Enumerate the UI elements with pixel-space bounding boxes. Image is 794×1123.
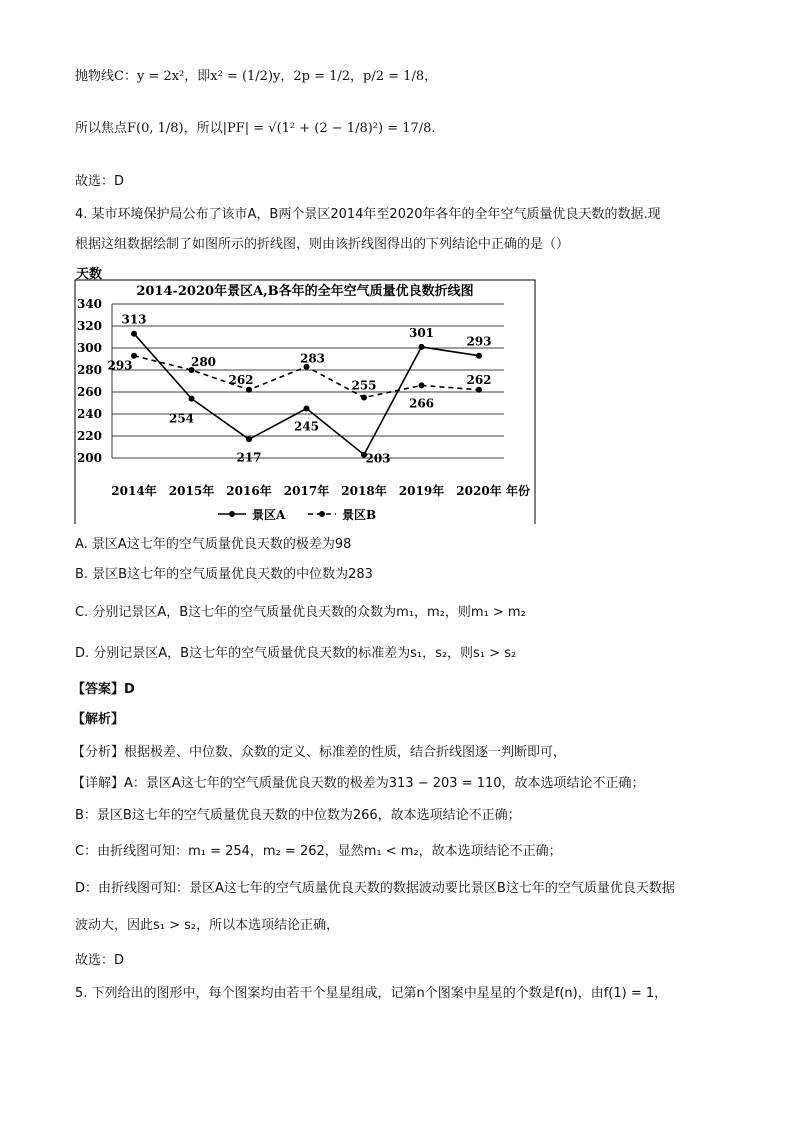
legend-marker bbox=[229, 511, 235, 517]
data-label: 313 bbox=[121, 312, 147, 327]
data-point bbox=[419, 382, 425, 388]
data-label: 283 bbox=[299, 351, 326, 366]
data-point bbox=[189, 396, 195, 402]
data-label: 266 bbox=[408, 396, 435, 411]
data-label: 262 bbox=[466, 372, 492, 387]
option-d: D. 分别记景区A，B这七年的空气质量优良天数的标准差为s₁，s₂，则s₁ > s₂ bbox=[75, 646, 517, 661]
x-tick-label: 2015年 bbox=[168, 484, 215, 498]
detail-d-line2: 波动大，因此s₁ > s₂，所以本选项结论正确， bbox=[75, 918, 340, 933]
question-4-stem-line2: 根据这组数据绘制了如图所示的折线图，则由该折线图得出的下列结论中正确的是（） bbox=[75, 237, 570, 252]
option-a: A. 景区A这七年的空气质量优良天数的极差为98 bbox=[75, 537, 352, 552]
legend-label: 景区B bbox=[342, 508, 377, 522]
x-axis-label: 年份 bbox=[505, 484, 531, 498]
y-tick-label: 340 bbox=[76, 297, 102, 311]
data-point bbox=[476, 387, 482, 393]
y-tick-label: 300 bbox=[76, 341, 102, 355]
detail-d-line1: D：由折线图可知：景区A这七年的空气质量优良天数的数据波动要比景区B这七年的空气质量优良天数据 bbox=[75, 881, 675, 896]
data-point bbox=[419, 344, 425, 350]
answer-label: 【答案】D bbox=[72, 682, 135, 697]
y-axis-label: 天数 bbox=[76, 267, 103, 282]
legend-label: 景区A bbox=[252, 508, 286, 522]
detail-a: 【详解】A：景区A这七年的空气质量优良天数的极差为313 − 203 = 110，故本选项结论不正确； bbox=[72, 776, 645, 791]
question-5-stem: 5. 下列给出的图形中，每个图案均由若干个星星组成，记第n个图案中星星的个数是f(n)，由f(1) = 1， bbox=[75, 986, 668, 1001]
data-label: 217 bbox=[236, 450, 262, 465]
y-tick-label: 260 bbox=[76, 385, 102, 399]
data-point bbox=[131, 331, 137, 337]
solution-line-parabola: 抛物线C：y = 2x²，即x² = (1/2)y，2p = 1/2，p/2 = 1/8， bbox=[75, 69, 438, 84]
x-tick-label: 2016年 bbox=[226, 484, 272, 498]
detail-b: B：景区B这七年的空气质量优良天数的中位数为266，故本选项结论不正确； bbox=[75, 808, 521, 823]
analysis-summary: 【分析】根据极差、中位数、众数的定义、标准差的性质，结合折线图逐一判断即可， bbox=[72, 745, 567, 760]
analysis-label: 【解析】 bbox=[72, 712, 125, 727]
data-label: 262 bbox=[228, 372, 254, 387]
detail-c: C：由折线图可知：m₁ = 254，m₂ = 262，显然m₁ < m₂，故本选项结论不正确； bbox=[75, 844, 562, 859]
data-label: 254 bbox=[168, 411, 195, 426]
data-label: 245 bbox=[293, 419, 320, 434]
data-point bbox=[246, 387, 252, 393]
y-tick-label: 200 bbox=[76, 451, 102, 465]
solution-line-focus: 所以焦点F(0, 1/8)，所以|PF| = √(1² + (2 − 1/8)²) = 17/8. bbox=[75, 121, 436, 136]
chart-title: 2014-2020年景区A,B各年的全年空气质量优良数折线图 bbox=[136, 284, 474, 299]
final-choice: 故选：D bbox=[75, 953, 125, 968]
x-tick-label: 2018年 bbox=[341, 484, 387, 498]
y-tick-label: 280 bbox=[76, 363, 102, 377]
data-point bbox=[361, 395, 367, 401]
data-label: 280 bbox=[190, 355, 217, 369]
y-tick-label: 320 bbox=[76, 319, 102, 333]
question-4-stem-line1: 4. 某市环境保护局公布了该市A，B两个景区2014年至2020年各年的全年空气质量优良天数的数据.现 bbox=[75, 207, 661, 222]
data-label: 301 bbox=[408, 325, 435, 340]
data-point bbox=[476, 353, 482, 359]
data-label: 293 bbox=[466, 334, 492, 349]
x-tick-label: 2020年 bbox=[456, 484, 502, 498]
line-chart bbox=[70, 262, 540, 524]
data-point bbox=[246, 436, 252, 442]
legend-marker bbox=[319, 511, 325, 517]
x-tick-label: 2017年 bbox=[283, 484, 330, 498]
prev-answer-choice: 故选：D bbox=[75, 174, 125, 189]
x-tick-label: 2019年 bbox=[398, 484, 445, 498]
data-label: 255 bbox=[351, 378, 377, 393]
x-tick-label: 2014年 bbox=[111, 484, 157, 498]
y-tick-label: 220 bbox=[76, 429, 102, 443]
option-b: B. 景区B这七年的空气质量优良天数的中位数为283 bbox=[75, 567, 373, 582]
data-label: 203 bbox=[365, 451, 391, 466]
data-point bbox=[304, 406, 310, 412]
option-c: C. 分别记景区A，B这七年的空气质量优良天数的众数为m₁，m₂，则m₁ > m₂ bbox=[75, 605, 526, 620]
y-tick-label: 240 bbox=[76, 407, 102, 421]
data-label: 293 bbox=[107, 358, 133, 373]
